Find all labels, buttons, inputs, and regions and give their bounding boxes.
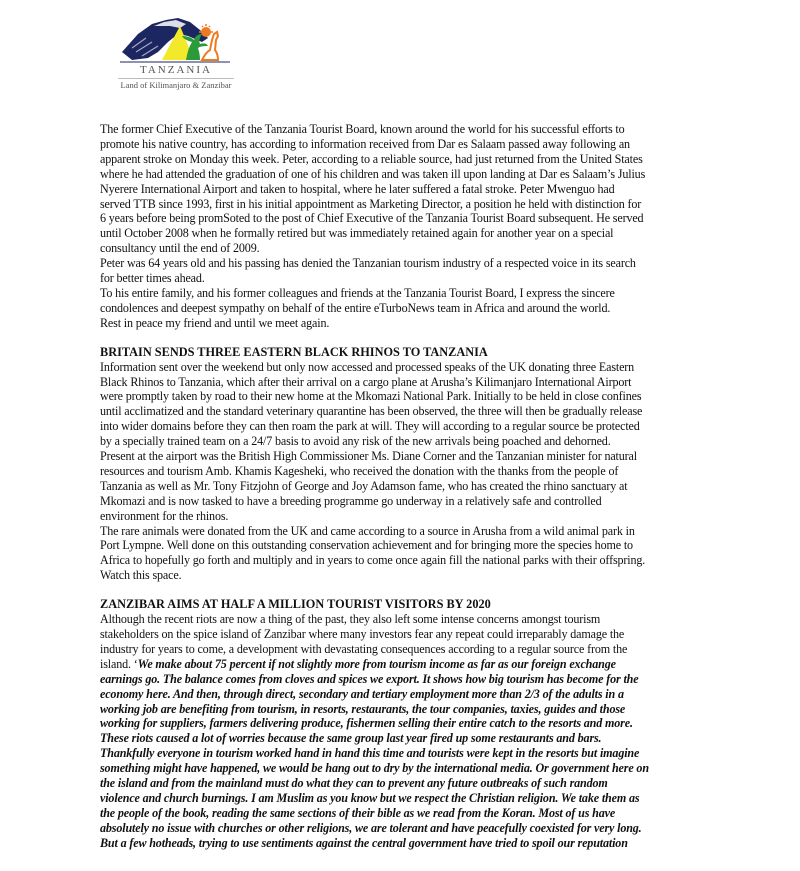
- quote-line: the people of the book, reading the same sections of their bible as we read from the Koran. Most of us have: [100, 805, 616, 820]
- text-line: To his entire family, and his former colleagues and friends at the Tanzania Tourist Board, I express the sincere: [100, 285, 615, 300]
- article-zanzibar: [100, 597, 710, 850]
- text-line: consultancy until the end of 2009.: [100, 241, 260, 256]
- text-plain: island. ‘: [100, 656, 138, 671]
- logo-title: TANZANIA: [140, 64, 212, 76]
- quote-line: These riots caused a lot of worries because the same group last year fired up some restaurants and bars.: [100, 731, 602, 746]
- text-line: Tanzania as well as Mr. Tony Fitzjohn of George and Joy Adamson fame, who has created the rhino sanctuary at: [100, 478, 628, 493]
- tanzania-logo: [118, 12, 234, 96]
- quote-line: something might have happened, we would be hang out to dry by the international media. Or government here on: [100, 761, 649, 776]
- text-line: for better times ahead.: [100, 271, 205, 286]
- text-line: until October 2008 when he formally retired but was immediately retained again for another year on a special: [100, 226, 614, 241]
- text-line: apparent stroke on Monday this week. Peter, according to a reliable source, had just returned from the United States: [100, 151, 643, 166]
- quote-line: absolutely no issue with churches or other religions, we are tolerant and have peacefully coexisted for very long.: [100, 820, 642, 835]
- text-line: [100, 657, 710, 672]
- text-line: Rest in peace my friend and until we meet again.: [100, 315, 330, 330]
- quote-line: earnings go. The balance comes from cloves and spices we export. It shows how big tourism has become for the: [100, 671, 639, 686]
- quote-line: working job are benefiting from tourism, in resorts, restaurants, the tour companies, taxies, guides and those: [100, 701, 626, 716]
- text-line: environment for the rhinos.: [100, 508, 229, 523]
- article-rhinos: [100, 345, 710, 584]
- quote-line: Thankfully everyone in tourism worked hand in hand this time and tourists were kept in the resorts but imagine: [100, 746, 640, 761]
- text-line: stakeholders on the spice island of Zanzibar where many investors fear any repeat could irreparably damage the: [100, 627, 625, 641]
- text-line: Port Lympne. Well done on this outstanding conservation achievement and for bringing more the species home to: [100, 538, 633, 553]
- text-line: by a specially trained team on a 24/7 basis to avoid any risk of the new arrivals being poached and dehorned.: [100, 434, 611, 449]
- headline-rhinos: BRITAIN SENDS THREE EASTERN BLACK RHINOS TO TANZANIA: [100, 344, 488, 359]
- text-line: Black Rhinos to Tanzania, which after their arrival on a cargo plane at Arusha’s Kilimanjaro International Airport: [100, 374, 632, 389]
- article-obituary: [100, 122, 710, 331]
- text-line: Mkomazi and is now tasked to have a breeding programme go underway in a relatively safe and controlled: [100, 493, 602, 508]
- article-rhinos-body: [100, 360, 710, 584]
- text-line: 6 years before being promSoted to the post of Chief Executive of the Tanzania Tourist Board subsequent. He served: [100, 211, 644, 226]
- text-line: Present at the airport was the British High Commissioner Ms. Diane Corner and the Tanzanian minister for natural: [100, 449, 637, 464]
- text-line: The former Chief Executive of the Tanzania Tourist Board, known around the world for his successful efforts to: [100, 122, 625, 136]
- text-line: resources and tourism Amb. Khamis Kagesheki, who received the donation with the thanks from the people of: [100, 463, 619, 478]
- quote-text: We make about 75 percent if not slightly more from tourism income as far as our foreign exchange: [137, 656, 616, 671]
- text-line: Watch this space.: [100, 568, 182, 583]
- text-line: were promptly taken by road to their new home at the Mkomazi National Park. Initially to be held in close confines: [100, 389, 642, 404]
- text-line: Information sent over the weekend but only now accessed and processed speaks of the UK donating three Eastern: [100, 359, 635, 374]
- quote-line: working for suppliers, farmers delivering produce, fishermen selling their entire catch to the resorts and more.: [100, 716, 633, 731]
- logo-subtitle: Land of Kilimanjaro & Zanzibar: [118, 78, 234, 90]
- document-body: [100, 122, 710, 851]
- quote-line: But a few hotheads, trying to use sentiments against the central government have tried to spoil our reputation: [100, 835, 628, 850]
- text-line: condolences and deepest sympathy on behalf of the entire eTurboNews team in Africa and around the world.: [100, 300, 611, 315]
- text-line: The rare animals were donated from the UK and came according to a source in Arusha from a wild animal park in: [100, 523, 635, 538]
- text-line: served TTB since 1993, first in his initial appointment as Marketing Director, a position he held with distinction for: [100, 196, 642, 211]
- text-line: Peter was 64 years old and his passing has denied the Tanzanian tourism industry of a respected voice in its search: [100, 256, 636, 271]
- text-line: promote his native country, has according to information received from Dar es Salaam passed away following an: [100, 136, 630, 151]
- quote-line: the island and from the mainland must do what they can to prevent any future outbreaks of such random: [100, 776, 608, 791]
- kilimanjaro-logo-icon: [118, 12, 234, 64]
- text-line: where he had attended the graduation of one of his children and was taken ill upon landing at Dar es Salaam’s Julius: [100, 166, 646, 181]
- article-zanzibar-body: [100, 612, 710, 851]
- text-line: until acclimatized and the standard veterinary quarantine has been observed, the three will then be gradually release: [100, 404, 643, 419]
- quote-line: economy here. And then, through direct, secondary and tertiary employment more than 2/3 of the adults in a: [100, 686, 624, 701]
- text-line: Nyerere International Airport and taken to hospital, where he later suffered a fatal stroke. Peter Mwenguo had: [100, 181, 615, 196]
- text-line: industry for years to come, a development with devastating consequences according to a regular source from the: [100, 641, 628, 656]
- headline-zanzibar: ZANZIBAR AIMS AT HALF A MILLION TOURIST VISITORS BY 2020: [100, 597, 491, 612]
- quote-line: violence and church burnings. I am Muslim as you know but we respect the Christian religion. We take them as: [100, 790, 640, 805]
- text-line: into wider domains before they can then roam the park at will. They will according to a regular source be protected: [100, 419, 640, 434]
- text-line: Africa to hopefully go forth and multiply and in years to come once again fill the national parks with their offspring.: [100, 553, 646, 568]
- text-line: Although the recent riots are now a thing of the past, they also left some intense concerns amongst tourism: [100, 612, 601, 627]
